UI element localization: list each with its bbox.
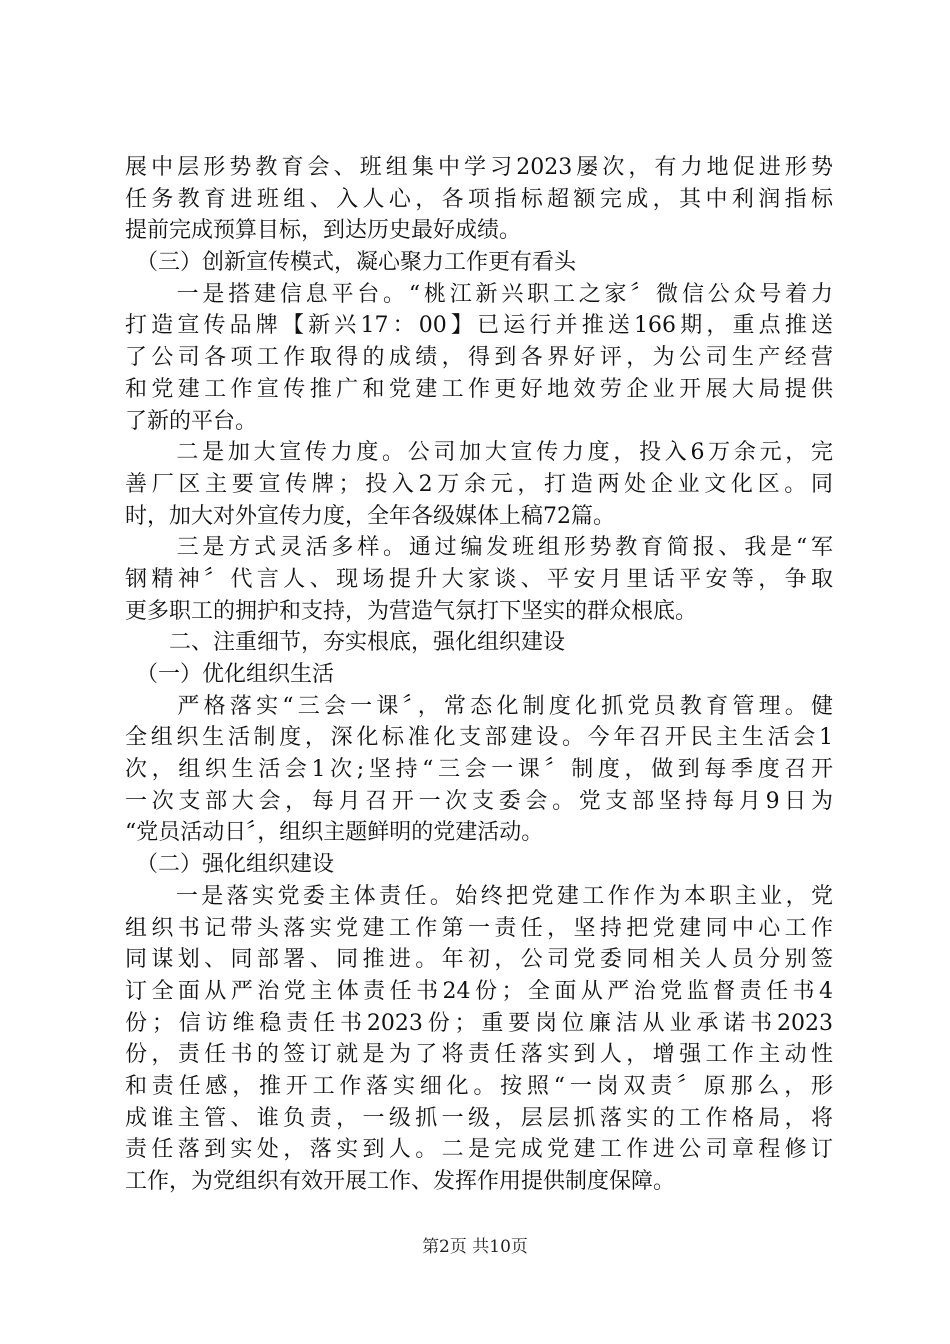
text-line: 一次支部大会，每月召开一次支委会。党支部坚持每月9日为 [125, 788, 833, 814]
text-line: 份；信访维稳责任书2023份；重要岗位廉洁从业承诺书2023 [125, 1010, 833, 1036]
text-line: 严格落实“三会一课〞，常态化制度化抓党员教育管理。健 [125, 693, 833, 719]
text-line: “党员活动日〞，组织主题鲜明的党建活动。 [125, 820, 544, 846]
text-line: 更多职工的拥护和支持，为营造气氛打下坚实的群众根底。 [125, 598, 698, 624]
text-line: 全组织生活制度，深化标准化支部建设。今年召开民主生活会1 [125, 725, 833, 751]
text-line: 二、注重细节，夯实根底，强化组织建设 [125, 630, 566, 656]
text-line: 钢精神〞代言人、现场提升大家谈、平安月里话平安等，争取 [125, 566, 833, 592]
text-line: 份，责任书的签订就是为了将责任落实到人，增强工作主动性 [125, 1042, 833, 1068]
text-line: 提前完成预算目标，到达历史最好成绩。 [125, 218, 522, 244]
text-line: 成谁主管、谁负责，一级抓一级，层层抓落实的工作格局，将 [125, 1105, 833, 1131]
text-line: 三是方式灵活多样。通过编发班组形势教育简报、我是“军 [125, 535, 833, 561]
text-line: （一）优化组织生活 [125, 662, 335, 687]
text-line: 展中层形势教育会、班组集中学习2023屡次，有力地促进形势 [125, 155, 833, 180]
text-line: 订全面从严治党主体责任书24份；全面从严治党监督责任书4 [125, 978, 833, 1004]
text-line: 了新的平台。 [125, 408, 258, 434]
text-line: 打造宣传品牌【新兴17：00】已运行并推送166期，重点推送 [125, 313, 833, 339]
text-line: 工作，为党组织有效开展工作、发挥作用提供制度保障。 [125, 1169, 676, 1194]
text-line: 组织书记带头落实党建工作第一责任，坚持把党建同中心工作 [125, 915, 833, 941]
text-line: （二）强化组织建设 [125, 852, 335, 878]
page-footer: 第2页 共10页 [422, 1237, 528, 1257]
text-line: 一是落实党委主体责任。始终把党建工作作为本职主业，党 [125, 883, 833, 909]
text-line: 和党建工作宣传推广和党建工作更好地效劳企业开展大局提供 [125, 376, 833, 402]
text-line: 时，加大对外宣传力度，全年各级媒体上稿72篇。 [125, 503, 615, 529]
text-line: 二是加大宣传力度。公司加大宣传力度，投入6万余元，完 [125, 440, 833, 466]
text-line: （三）创新宣传模式，凝心聚力工作更有看头 [125, 250, 577, 276]
text-line: 责任落到实处，落实到人。二是完成党建工作进公司章程修订 [125, 1137, 833, 1163]
body-text [125, 152, 833, 1198]
text-line: 同谋划、同部署、同推进。年初，公司党委同相关人员分别签 [125, 947, 833, 973]
text-line: 善厂区主要宣传牌；投入2万余元，打造两处企业文化区。同 [125, 471, 833, 497]
text-line: 和责任感，推开工作落实细化。按照“一岗双责〞原那么，形 [125, 1073, 833, 1099]
text-line: 了公司各项工作取得的成绩，得到各界好评，为公司生产经营 [125, 345, 833, 371]
text-line: 次，组织生活会1次;坚持“三会一课〞制度，做到每季度召开 [125, 757, 833, 783]
text-line: 任务教育进班组、入人心，各项指标超额完成，其中利润指标 [125, 186, 833, 212]
text-line: 一是搭建信息平台。“桃江新兴职工之家〞微信公众号着力 [125, 281, 833, 307]
